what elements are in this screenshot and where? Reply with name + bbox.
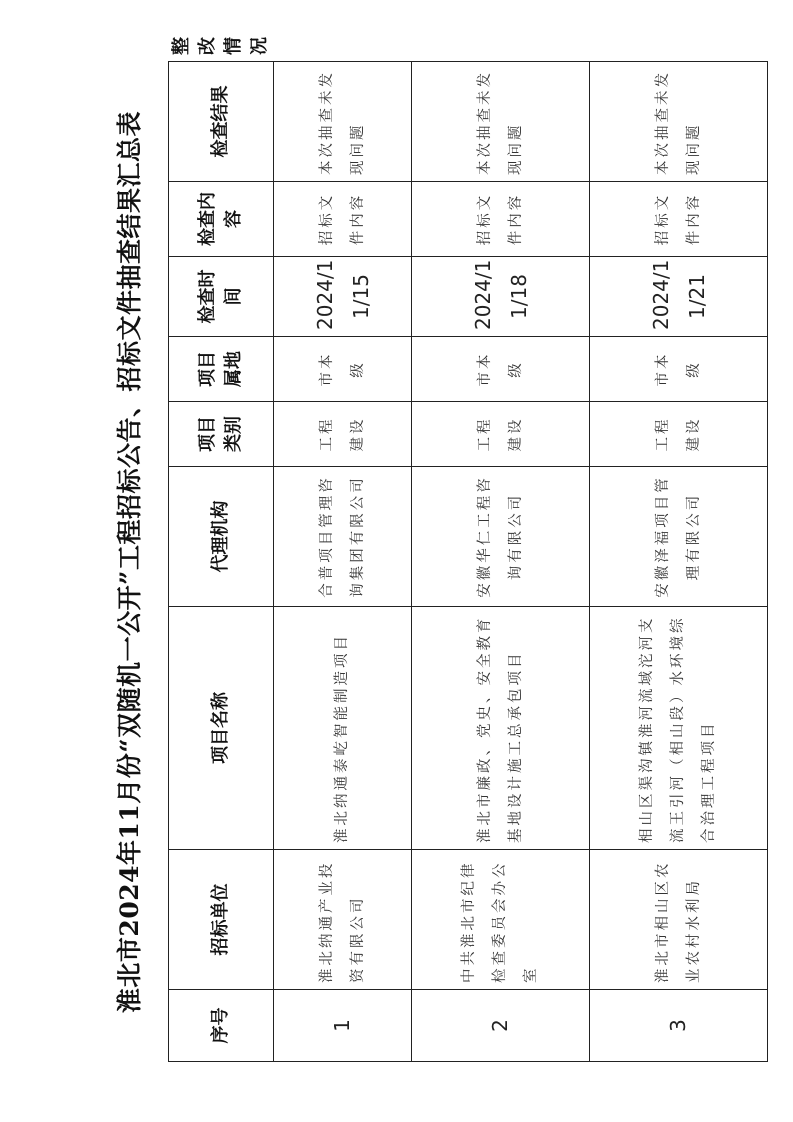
row-tenderer: 淮北市相山区农业农村水利局 xyxy=(590,850,768,990)
row-category: 工程建设 xyxy=(274,402,412,467)
header-tenderer: 招标单位 xyxy=(169,850,274,990)
row-agency: 安徽泽福项目管理有限公司 xyxy=(590,467,768,607)
inspection-table xyxy=(168,37,768,1062)
row-tenderer: 中共淮北市纪律检查委员会办公室 xyxy=(412,850,590,990)
page-title: 淮北市2024年11月份“双随机一公开”工程招标公告、招标文件抽查结果汇总表 xyxy=(115,110,144,1014)
row-category: 工程建设 xyxy=(590,402,768,467)
table-row xyxy=(412,62,590,1062)
header-category-line1: 项目 xyxy=(197,416,218,452)
rotated-page xyxy=(115,37,768,1062)
row-date-line1: 2024/1 xyxy=(470,259,495,330)
row-agency: 安徽华仁工程咨询有限公司 xyxy=(412,467,590,607)
header-date xyxy=(169,257,274,337)
row-category: 工程建设 xyxy=(412,402,590,467)
row-content: 招标文件内容 xyxy=(274,182,412,257)
row-date-line2: 1/15 xyxy=(348,274,373,319)
row-agency: 合普项目管理咨询集团有限公司 xyxy=(274,467,412,607)
row-content: 招标文件内容 xyxy=(412,182,590,257)
table-row xyxy=(274,62,412,1062)
row-index: 2 xyxy=(412,990,590,1062)
row-date-line2: 1/21 xyxy=(684,274,709,319)
header-level xyxy=(169,337,274,402)
row-date xyxy=(274,257,412,337)
row-result: 本次抽查未发现问题 xyxy=(590,62,768,182)
header-project: 项目名称 xyxy=(169,607,274,850)
row-date xyxy=(590,257,768,337)
table-row xyxy=(590,62,768,1062)
header-date-line1: 检查时 xyxy=(197,269,218,324)
row-level: 市本级 xyxy=(590,337,768,402)
row-result: 本次抽查未发现问题 xyxy=(412,62,590,182)
header-level-line1: 项目 xyxy=(197,351,218,387)
header-index: 序号 xyxy=(169,990,274,1062)
header-category-line2: 类别 xyxy=(223,416,244,452)
row-project: 淮北纳通泰屹智能制造项目 xyxy=(274,607,412,850)
row-index: 1 xyxy=(274,990,412,1062)
header-row: 序号 招标单位 项目名称 代理机构 项目 类别 项目 属地 检查时 间 检查内容 检查结果 整改情况 xyxy=(169,62,274,1062)
row-date-line1: 2024/1 xyxy=(648,259,673,330)
row-content: 招标文件内容 xyxy=(590,182,768,257)
row-project: 淮北市廉政、党史、安全教育基地设计施工总承包项目 xyxy=(412,607,590,850)
row-level: 市本级 xyxy=(274,337,412,402)
row-result: 本次抽查未发现问题 xyxy=(274,62,412,182)
row-index: 3 xyxy=(590,990,768,1062)
header-date-line2: 间 xyxy=(223,287,244,306)
row-date-line2: 1/18 xyxy=(506,274,531,319)
header-level-line2: 属地 xyxy=(223,351,244,387)
header-content: 检查内容 xyxy=(169,182,274,257)
header-result: 检查结果 xyxy=(169,62,274,182)
header-category xyxy=(169,402,274,467)
header-agency: 代理机构 xyxy=(169,467,274,607)
row-date xyxy=(412,257,590,337)
row-level: 市本级 xyxy=(412,337,590,402)
row-project: 相山区渠沟镇淮河流域沱河支流王引河（相山段）水环境综合治理工程项目 xyxy=(590,607,768,850)
row-tenderer: 淮北纳通产业投资有限公司 xyxy=(274,850,412,990)
row-date-line1: 2024/1 xyxy=(312,259,337,330)
